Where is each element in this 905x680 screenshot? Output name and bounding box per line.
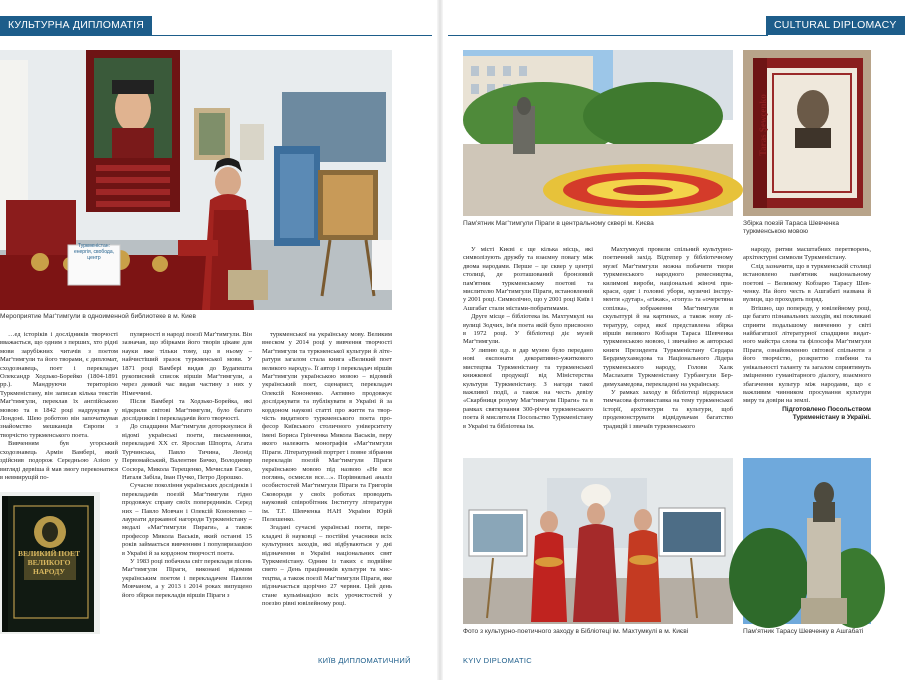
caption-shevchenko-monument: Пам'ятник Тарасу Шевченку в Ашгабаті (743, 628, 864, 635)
shevchenko-book-spine: Taras Şewçenko (758, 94, 768, 156)
right-column-3 (743, 246, 871, 456)
photo-banner-text: Туркменістан: енергія, свобода, центр (73, 243, 115, 261)
event-photo (463, 458, 733, 624)
rubric-rule-right (448, 35, 768, 36)
right-col3-para-2: Слід зазначити, що в туркменській столиці встановлено пам'ятник національному поетові – Великому Кобзарю Тарасу Шевченку. На його честь в Ашгабаті названа й вулиця, що проходить поряд. (743, 262, 871, 304)
footer-left: КИЇВ ДИПЛОМАТИЧНИЙ (318, 656, 411, 665)
caption-event-photo: Фото з культурно-поетичного заходу в Бібліотеці ім. Махтумкулі в м. Києві (463, 628, 689, 635)
left-column-3 (262, 331, 392, 643)
right-col3-para-3: Втішно, що попереду, у ювілейному році, ще багато пізнавальних заходів, які покликані сприяти подальшому вивченню у світі найбагатшої літературної спадщини видатного майстра слова та філософа Маг'тимгули Піраги, ознайомленню світової спільноти з його творчістю, розкриттю глибини та унікальності таланту та загалом сприятимуть зміцненню гуманітарного діалогу, взаємного збагачення культур між народами, що є важливим чинником просування культури миру та довіри на землі. (743, 304, 871, 405)
left-col1-para-2: Вивченням був угорський сходознавець Армін Вамбері, який здійснив подорож Середньою Азією у вигляді дервіша й мав змогу переконатися в невмирущій по- (0, 440, 118, 481)
footer-right: KYIV DIPLOMATIC (463, 656, 532, 665)
monument-square-photo (463, 50, 733, 216)
book-cover-title: ВЕЛИКИЙ ПОЕТ ВЕЛИКОГО НАРОДУ (18, 549, 80, 576)
caption-shevchenko-book: Збірка поезій Тараса Шевченка туркменською мовою (743, 220, 840, 235)
signature-embassy: Підготовлено Посольством Туркменістану в Україні. (782, 405, 871, 422)
right-col2-para-1: Махтумкулі провели спільний культурно-поетичний захід. Відтепер у бібліотечному музеї Маг'тимгули можна побачити твори туркменського народного ремесництва, килимові вироби, національні жіночі прикраси, одяг і головні убори, музичні інструменти «дутар», «гіжак», «гопуз» та «очеретяна сопілка», зображення Маг'тимгули в скульптурі й на картинах, а також нову літературу, серед якої представлена збірка віршів великого Кобзаря Тараса Шевченка туркменською мовою, і звичайно ж авторські книги Президента Туркменістану Сердара Бердимухамедова та Національного Лідера туркменського народу, Голови Халк Маслахати Туркменістану Гурбангули Бердимухамедова, перекладені на українську. (603, 246, 733, 388)
caption-library-photo: Мероприятие Маг'тимгули в одноименной библиотеке в м. Киев (0, 313, 196, 320)
left-col1-para-1: …ед історіків і дослідників творчості вважається, що одним з перших, хто рідні мови зарубіжних читачів з поетом Маг'тимгули та його творами, є дипломат, сходознавець, поет і перекладач Олександр Ходзько-Борейко (1804-1891 рр.). Мандруючи територією Туркменістану, він записав кілька текстів Маг'тимгули, переклав їх англійською мовою та в 1842 році надрукував у Лондоні. Шею роботою він започаткував знайомство мешканців Європи з творчістю туркменського поета. (0, 331, 118, 439)
right-column-1 (463, 246, 593, 451)
right-col3-para-1: народу, ритми масштабних перетворень, архітектурні символи Туркменістану. (743, 246, 871, 262)
right-column-2 (603, 246, 733, 451)
right-col2-para-2: У рамках заходу в бібліотеці відкрилася тимчасова фотовиставка на тему туркменської історії, архітектури та культури, щоб продемонструвати відвідувачам багатство традицій і звичаїв туркменського (603, 388, 733, 430)
left-column-2 (122, 331, 252, 643)
right-page (440, 0, 897, 680)
left-col2-para-2: Після Вамбері та Ходзько-Борейка, які відкрили світові Маг'тимгули, було багато дослідників і перекладачів його творчості. (122, 398, 252, 423)
caption-monument: Пам'ятник Маг'тимгули Піраги в центральному сквері м. Києва (463, 220, 654, 227)
left-column-1 (0, 331, 118, 491)
right-col1-para-3: У липню ц.р. в дар музею було передано нові експонати декоративно-ужиткового мистецтва Туркменістану та туркменської книжкової продукції від Міністерства культури Туркменістану. З нагоди такої важливої події, а також на честь девізу «Скарбниця розуму Маг'тимгули Піраги» та в рамках святкування 300-річчя туркменського поета й мислителя Посольство Туркменістану в Україні та бібліотека ім. (463, 346, 593, 430)
left-col2-para-5: У 1983 році побачила світ переклади пісень Маг'тимгули Піраги, виконані відомим українським поетом і перекладачем Павлом Мовчаном, а у 2013 і 2014 роках випущено його збірки перекладів віршів Піраги з (122, 557, 252, 599)
left-col3-para-2: Згадані сучасні українські поети, перекладачі й науковці – постійні учасники всіх культурних заходів, які відбуваються у дні відзначення в Україні національних свят Туркменістану. Одним із таких є подвійне свято – День працівників культури та мистецтва, а також поезії Маг'тимгули Піраги, яке відзначається щорічно 27 червня. Цей день стане кульмінацією всіх урочистостей у поезію рівні ювілейному році. (262, 524, 392, 607)
rubric-rule-left (0, 35, 432, 36)
section-rubric-left: КУЛЬТУРНА ДИПЛОМАТІЯ (0, 16, 152, 35)
spread-gutter (437, 0, 443, 680)
right-col1-para-2: Друге місце – бібліотека ім. Махтумкулі на вулиці Зодчих, ім'я поета якій було присвоєно в 1972 році. У бібліотеці діє музей Маг'тимгули. (463, 313, 593, 346)
left-col2-para-4: Сучасне покоління українських досліднків і перекладачів поезій Маг'тимгули гідно продовжує справу своїх попередників. Серед них – Павло Мовчан і Олексій Кононенко – лауреати державної нагороди Туркменістану – медалі «Маг'тимгули Пираги», а також професор Микола Васьків, який останні 15 років займається вивченням і популяризацією в Україні й за кордоном творчості поета. (122, 482, 252, 557)
left-col3-para-1: туркменської на українську мову. Великим внеском у 2014 році у вивчення творчості Маг'тимгули та туркменської культури й літератури загалом стала книга «Великий поет великого народу». Її автор і перекладач віршів Маг'тимгули українською мовою – відомий український поет, сценарист, перекладач Олексій Кононенко. Активно продовжує досліджувати та публікувати в Україні й за кордоном наукові статті про життя та творчість видатного туркменського поета професор Київського столичного університету імені Бориса Грінченка Микола Васьків, перу якого належить монографія «Маг'тимгули Піраги. Літературний портрет і повне зібрання перекладів поезій Маг'тимгули Піраги українською мовою під назвою «Не все поглянь, осмисли все…». Порівняльні аналіз особистостей Маг'тимгули Піраги та Григорія Сковороди у своїх роботах проводить науковий співробітник Інституту літератури ім. Т.Г. Шевченка НАН України Юрій Пелешенко. (262, 331, 392, 523)
section-rubric-right: CULTURAL DIPLOMACY (766, 16, 905, 35)
library-exhibition-photo (0, 50, 392, 310)
left-col2-para-1: пулярності в народі поезії Маг'тимгули. Він зазначав, що збірками його творів цікаве для науки вже тільки тому, що в ньому – найчистіший зразок туркменської мови. У 1871 році Вамбері видав до Будапешта рукописний список віршів Маг'тимгули, а через деякий час видав частину з них у Німеччині. (122, 331, 252, 397)
shevchenko-monument-photo (743, 458, 871, 624)
right-col1-para-1: У місті Києві є ще кілька місць, які символізують дружбу та взаємну повагу між двома народами. Перше – це сквер у центрі столиці, де розташований бронзовий пам'ятник туркменському поетові та мислителю Маг'тимгули Піраги, встановлений у 2001 році. Символічно, що у 2001 році Київ і Ашгабат стали містами-побратимами. (463, 246, 593, 312)
left-page (0, 0, 440, 680)
left-col2-para-3: До спадщини Маг'тимгули доторкнулися й відомі українські поети, письменники, перекладачі ХХ ст. Ярослав Шпорта, Агата Турчинська, Павло Тичина, Леонід Первомайський, Валентин Бичко, Володимир Сосюра, Микола Терещенко, Мечислав Гаско, Наталя Забіла, Іван Пучко, Петро Дорошко. (122, 423, 252, 481)
